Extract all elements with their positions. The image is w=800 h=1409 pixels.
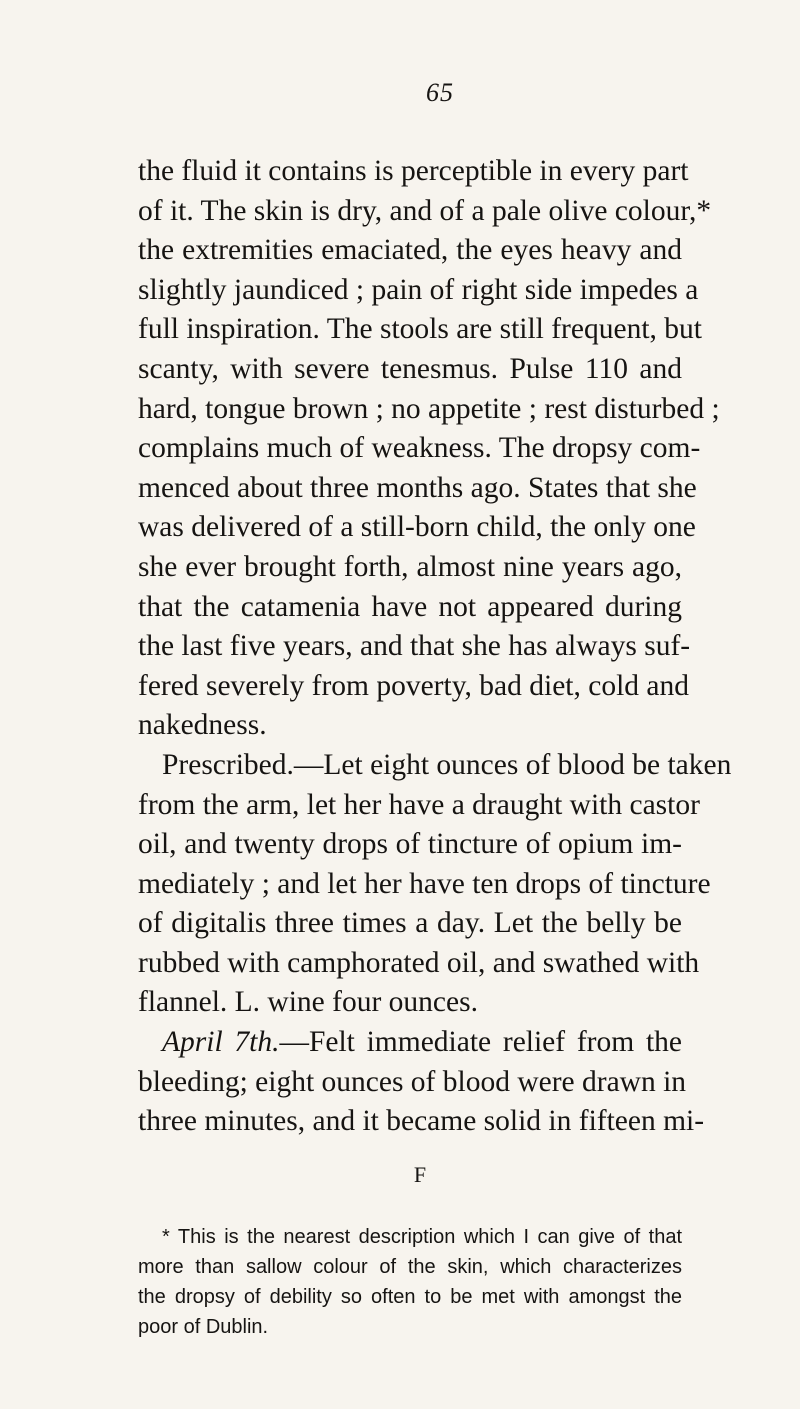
text-line: full inspiration. The stools are still frequent, but (138, 313, 702, 346)
text-line: fered severely from poverty, bad diet, cold and (138, 669, 689, 702)
dated-text-line (138, 1023, 682, 1063)
text-line: of it. The skin is dry, and of a pale olive colour,* (138, 194, 712, 227)
footnote-line: the dropsy of debility so often to be met with amongst the (138, 1286, 682, 1308)
text-line: three minutes, and it became solid in fifteen mi- (138, 1105, 705, 1138)
footnote-line: poor of Dublin. (138, 1316, 269, 1338)
text-line: the last five years, and that she has always suf- (138, 630, 691, 663)
text-line: hard, tongue brown ; no appetite ; rest disturbed ; (138, 392, 720, 425)
text-line: Prescribed.—Let eight ounces of blood be taken (162, 748, 732, 781)
footnote-line: more than sallow colour of the skin, which characterizes (138, 1256, 682, 1278)
text-line: was delivered of a still-born child, the only one (138, 511, 696, 544)
text-line: mediately ; and let her have ten drops of tincture (138, 867, 711, 900)
text-line: that the catamenia have not appeared during (138, 590, 682, 623)
text-line: the fluid it contains is perceptible in every part (138, 155, 689, 187)
text-line: she ever brought forth, almost nine years ago, (138, 550, 682, 583)
body-text (138, 152, 732, 1142)
text-line: menced about three months ago. States that she (138, 471, 697, 504)
page-number: 65 (426, 78, 454, 107)
text-line: complains much of weakness. The dropsy com- (138, 432, 701, 465)
date-label: April 7th. (162, 1026, 280, 1059)
text-line: oil, and twenty drops of tincture of opium im- (138, 828, 682, 861)
signature-mark: F (413, 1162, 427, 1187)
footnote-line: * This is the nearest description which I can give of that (162, 1226, 682, 1248)
text-line: bleeding; eight ounces of blood were drawn in (138, 1065, 687, 1098)
footnote (138, 1222, 682, 1342)
text-line: slightly jaundiced ; pain of right side impedes a (138, 273, 699, 306)
text-line: nakedness. (138, 709, 267, 742)
text-line: the extremities emaciated, the eyes heavy and (138, 234, 682, 267)
text-line: scanty, with severe tenesmus. Pulse 110 and (138, 352, 682, 385)
text-line: rubbed with camphorated oil, and swathed with (138, 946, 700, 979)
text-line: of digitalis three times a day. Let the belly be (138, 907, 682, 940)
text-line: flannel. L. wine four ounces. (138, 986, 478, 1019)
text-line: from the arm, let her have a draught with castor (138, 788, 700, 821)
dated-line-text: —Felt immediate relief from the (279, 1026, 682, 1059)
